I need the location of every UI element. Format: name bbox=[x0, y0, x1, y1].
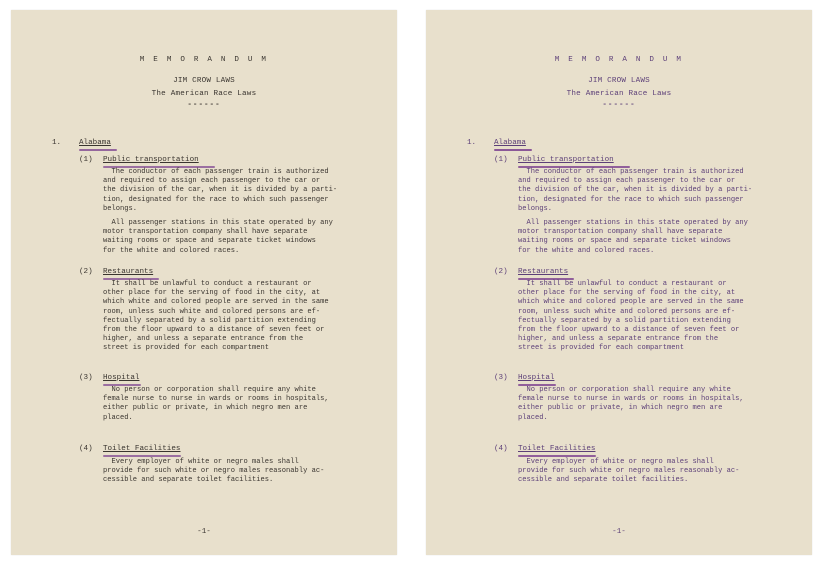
item-paragraph: Every employer of white or negro males shall provide for such white or negro males reasonably ac- cessible and separate toilet facilities. bbox=[518, 458, 740, 485]
item-paragraph: The conductor of each passenger train is authorized and required to assign each passenger to the car or the division of the car, when it is divided by a parti- tion, designated for the race to which such passenger belongs. bbox=[518, 168, 753, 213]
item-number: (3) bbox=[79, 374, 93, 382]
item-title: Toilet Facilities bbox=[518, 445, 596, 453]
item-title: Hospital bbox=[518, 374, 555, 382]
item-number: (2) bbox=[79, 268, 93, 276]
highlight-underline bbox=[518, 455, 596, 457]
item-paragraph: All passenger stations in this state operated by any motor transportation company shall have separate waiting rooms or space and separate ticket windows for the white and colored races. bbox=[103, 219, 333, 255]
item-paragraph: The conductor of each passenger train is authorized and required to assign each passenger to the car or the division of the car, when it is divided by a parti- tion, designated for the race to which such passenger belongs. bbox=[103, 168, 338, 213]
item-number: (3) bbox=[494, 374, 508, 382]
item-paragraph: No person or corporation shall require any white female nurse to nurse in wards or rooms in hospitals, either public or private, in which negro men are placed. bbox=[518, 386, 744, 422]
highlight-underline bbox=[494, 149, 532, 151]
memo-subtitle: The American Race Laws bbox=[566, 90, 672, 98]
page-number: -1- bbox=[612, 528, 626, 536]
memo-heading: M E M O R A N D U M bbox=[554, 56, 684, 64]
item-number: (2) bbox=[494, 268, 508, 276]
item-title: Hospital bbox=[103, 374, 140, 382]
memo-heading: M E M O R A N D U M bbox=[139, 56, 269, 64]
section-title: Alabama bbox=[494, 139, 526, 147]
item-title: Toilet Facilities bbox=[103, 445, 181, 453]
item-paragraph: It shall be unlawful to conduct a restaurant or other place for the serving of food in the city, at which white and colored people are served in the same room, unless such white and colored persons are ef- fectually separated by a solid partition extending from the floor upward to a distance of seven feet or higher, and unless a separate entrance from the street is provided for each compartment bbox=[518, 280, 744, 353]
item-paragraph: Every employer of white or negro males shall provide for such white or negro males reasonably ac- cessible and separate toilet facilities. bbox=[103, 458, 325, 485]
section-title: Alabama bbox=[79, 139, 111, 147]
document-page-original bbox=[11, 10, 397, 555]
memo-divider: ------ bbox=[602, 101, 636, 109]
memo-subtitle: The American Race Laws bbox=[151, 90, 257, 98]
highlight-underline bbox=[79, 149, 117, 151]
item-paragraph: It shall be unlawful to conduct a restaurant or other place for the serving of food in the city, at which white and colored people are served in the same room, unless such white and colored persons are ef- fectually separated by a solid partition extending from the floor upward to a distance of seven feet or higher, and unless a separate entrance from the street is provided for each compartment bbox=[103, 280, 329, 353]
item-paragraph: No person or corporation shall require any white female nurse to nurse in wards or rooms in hospitals, either public or private, in which negro men are placed. bbox=[103, 386, 329, 422]
item-number: (4) bbox=[494, 445, 508, 453]
page-number: -1- bbox=[197, 528, 211, 536]
document-page-colorized bbox=[426, 10, 812, 555]
item-title: Restaurants bbox=[518, 268, 569, 276]
item-number: (1) bbox=[79, 156, 93, 164]
item-title: Public transportation bbox=[103, 156, 199, 164]
item-number: (4) bbox=[79, 445, 93, 453]
item-title: Public transportation bbox=[518, 156, 614, 164]
item-paragraph: All passenger stations in this state operated by any motor transportation company shall have separate waiting rooms or space and separate ticket windows for the white and colored races. bbox=[518, 219, 748, 255]
memo-title: JIM CROW LAWS bbox=[588, 77, 650, 85]
item-title: Restaurants bbox=[103, 268, 154, 276]
section-number: 1. bbox=[52, 139, 62, 147]
memo-title: JIM CROW LAWS bbox=[173, 77, 235, 85]
highlight-underline bbox=[103, 455, 181, 457]
memo-divider: ------ bbox=[187, 101, 221, 109]
section-number: 1. bbox=[467, 139, 477, 147]
item-number: (1) bbox=[494, 156, 508, 164]
